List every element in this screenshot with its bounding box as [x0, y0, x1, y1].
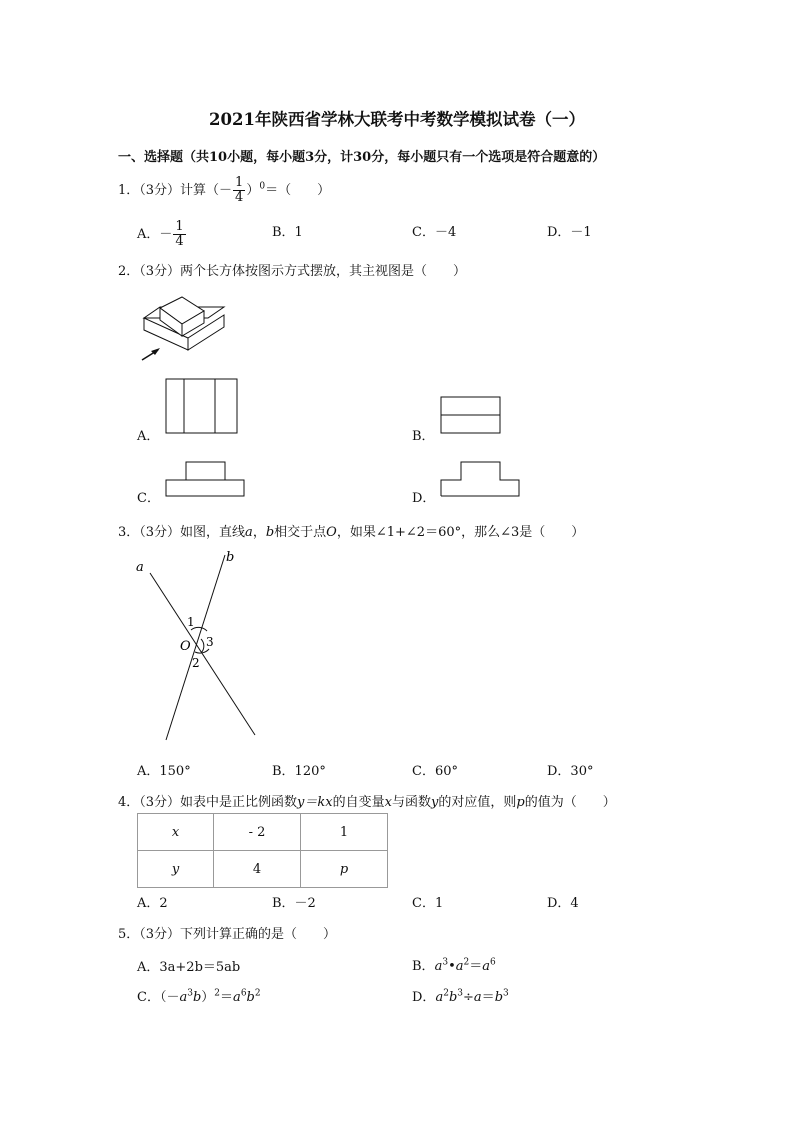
q2-option-a-figure — [165, 378, 239, 436]
q4-var-p: p — [516, 795, 525, 810]
q3-option-d: D．30° — [547, 764, 594, 779]
table-cell: 1 — [301, 814, 388, 851]
q3-label-1: 1 — [187, 615, 195, 629]
q4-var-y: y — [430, 795, 439, 810]
q3-label-a: a — [136, 560, 144, 575]
exam-title: 2021年陕西省学林大联考中考数学模拟试卷（一） — [209, 110, 585, 129]
q4-option-a: A．2 — [137, 896, 168, 911]
q4-var-x: x — [384, 795, 392, 810]
q1-exponent: 0 — [259, 181, 266, 192]
q3-line-a — [150, 573, 255, 735]
q4-function: y＝kx — [297, 795, 333, 810]
table-cell: 4 — [214, 851, 301, 888]
q4-text-e: 的值为（ ） — [524, 795, 616, 810]
q1-prefix: 1．（3分）计算（－ — [118, 183, 233, 198]
q3-label-b: b — [226, 550, 235, 565]
q3-label-o: O — [180, 639, 191, 654]
q3-option-b: B．120° — [272, 764, 326, 779]
q4-text-d: 的对应值，则 — [438, 795, 517, 810]
q1-frac-den: 4 — [235, 190, 244, 205]
table-cell: - 2 — [214, 814, 301, 851]
q1-frac-num: 1 — [235, 175, 244, 190]
q1-fraction — [233, 176, 245, 205]
q3-point-o: O — [326, 525, 337, 540]
table-row — [138, 851, 388, 888]
q4-option-b: B．－2 — [272, 896, 316, 911]
q1-option-c: C．－4 — [412, 225, 457, 240]
table-cell: p — [301, 851, 388, 888]
q5-option-c — [137, 986, 261, 1005]
q1-a-frac-num: 1 — [175, 219, 184, 234]
q3-comma: ， — [252, 525, 266, 540]
q2-option-b-figure — [440, 396, 502, 436]
q3-angle-3-arc — [201, 639, 204, 653]
q2-3d-figure — [136, 288, 236, 368]
q3-option-a: A．150° — [137, 764, 191, 779]
q4-text-c: 与函数 — [391, 795, 431, 810]
question-2: 2．（3分）两个长方体按图示方式摆放，其主视图是（ ） — [118, 264, 467, 279]
q5-option-c-label: C．（－ — [137, 990, 180, 1005]
question-4 — [118, 791, 616, 810]
q1-suffix: ＝（ ） — [265, 183, 331, 198]
q1-option-a-fraction — [173, 220, 185, 249]
q1-option-d: D．－1 — [547, 225, 592, 240]
question-5: 5．（3分）下列计算正确的是（ ） — [118, 927, 337, 942]
q2-option-b: B． — [412, 429, 435, 444]
q2-option-d-figure — [440, 461, 522, 499]
q3-label-2: 2 — [192, 656, 200, 670]
q2-option-a: A． — [137, 429, 160, 444]
q5-option-d-label: D． — [412, 990, 436, 1005]
q4-option-c: C．1 — [412, 896, 444, 911]
q3-label-3: 3 — [206, 635, 214, 649]
q3-text-c: ，如果∠1+∠2＝60°，那么∠3是（ ） — [336, 525, 585, 540]
section-heading: 一、选择题（共10小题，每小题3分，计30分，每小题只有一个选项是符合题意的） — [118, 150, 606, 165]
q5-option-d — [412, 986, 509, 1005]
q1-option-b: B．1 — [272, 225, 303, 240]
q3-option-c: C．60° — [412, 764, 458, 779]
q4-option-d: D．4 — [547, 896, 579, 911]
question-1 — [118, 176, 330, 205]
q4-value-table — [137, 813, 388, 888]
q3-line-b — [166, 555, 225, 740]
q5-option-b — [412, 955, 496, 974]
q2-option-c-figure — [165, 461, 247, 499]
q5-option-d-expr: $a^2b^3\div a=b^3$ — [435, 988, 509, 1005]
question-3 — [118, 521, 584, 540]
q3-var-b: b — [265, 525, 275, 540]
q3-text-a: 3．（3分）如图，直线 — [118, 525, 246, 540]
q3-text-b: 相交于点 — [274, 525, 327, 540]
q5-option-c-expr: $a^3b)^2=a^6b^2$ — [179, 988, 261, 1005]
q4-text-b: 的自变量 — [332, 795, 385, 810]
q2-option-c: C． — [137, 491, 160, 506]
q1-a-frac-den: 4 — [175, 234, 184, 249]
table-cell: x — [138, 814, 214, 851]
q3-var-a: a — [245, 525, 253, 540]
q1-paren-close: ） — [246, 183, 260, 198]
q1-option-a-label: A．－ — [137, 227, 173, 242]
q5-option-b-label: B． — [412, 959, 435, 974]
table-row — [138, 814, 388, 851]
q5-option-a: A．3a+2b＝5ab — [137, 960, 241, 975]
q3-intersecting-lines-figure — [130, 545, 270, 745]
q4-text-a: 4．（3分）如表中是正比例函数 — [118, 795, 298, 810]
q1-option-a — [137, 220, 187, 249]
q2-option-d: D． — [412, 491, 436, 506]
q5-option-b-expr: $a^3•a^2=a^6$ — [434, 957, 496, 974]
table-cell: y — [138, 851, 214, 888]
